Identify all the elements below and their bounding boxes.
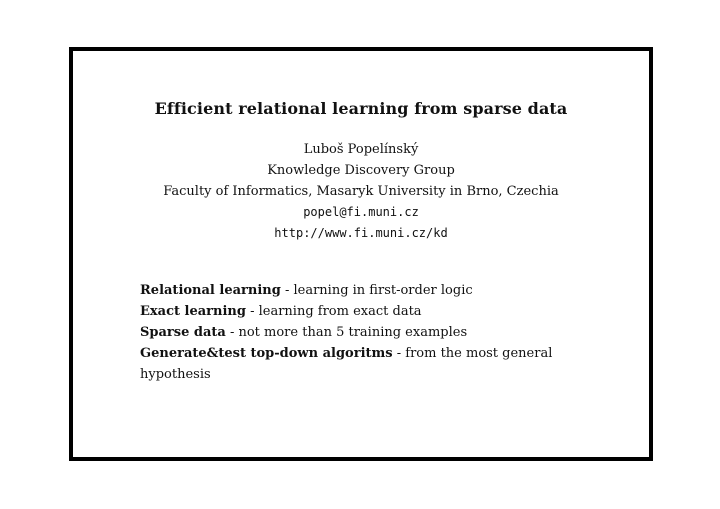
paper-title: Efficient relational learning from sparse data (154, 99, 568, 118)
definition-item (140, 301, 570, 322)
definition-term: Sparse data (140, 325, 226, 340)
definition-description: - not more than 5 training examples (225, 325, 468, 340)
author-email[interactable]: popel@fi.muni.cz (303, 205, 419, 219)
definition-item (140, 280, 570, 301)
slide-frame (69, 47, 653, 461)
definition-description: - learning from exact data (245, 304, 422, 319)
definition-continuation: hypothesis (140, 367, 211, 382)
author-url[interactable]: http://www.fi.muni.cz/kd (274, 226, 448, 240)
author-block (73, 139, 649, 244)
author-affiliation: Faculty of Informatics, Masaryk University in Brno, Czechia (163, 184, 559, 199)
definition-item (140, 343, 570, 364)
author-group: Knowledge Discovery Group (267, 163, 455, 178)
definition-term: Relational learning (140, 283, 281, 298)
definition-term: Exact learning (140, 304, 246, 319)
definition-description: - learning in first-order logic (280, 283, 473, 298)
author-name: Luboš Popelínský (303, 142, 419, 157)
definitions-list (140, 280, 570, 385)
definition-description: - from the most general (392, 346, 553, 361)
definition-term: Generate&test top-down algoritms (140, 346, 393, 361)
definition-item (140, 322, 570, 343)
